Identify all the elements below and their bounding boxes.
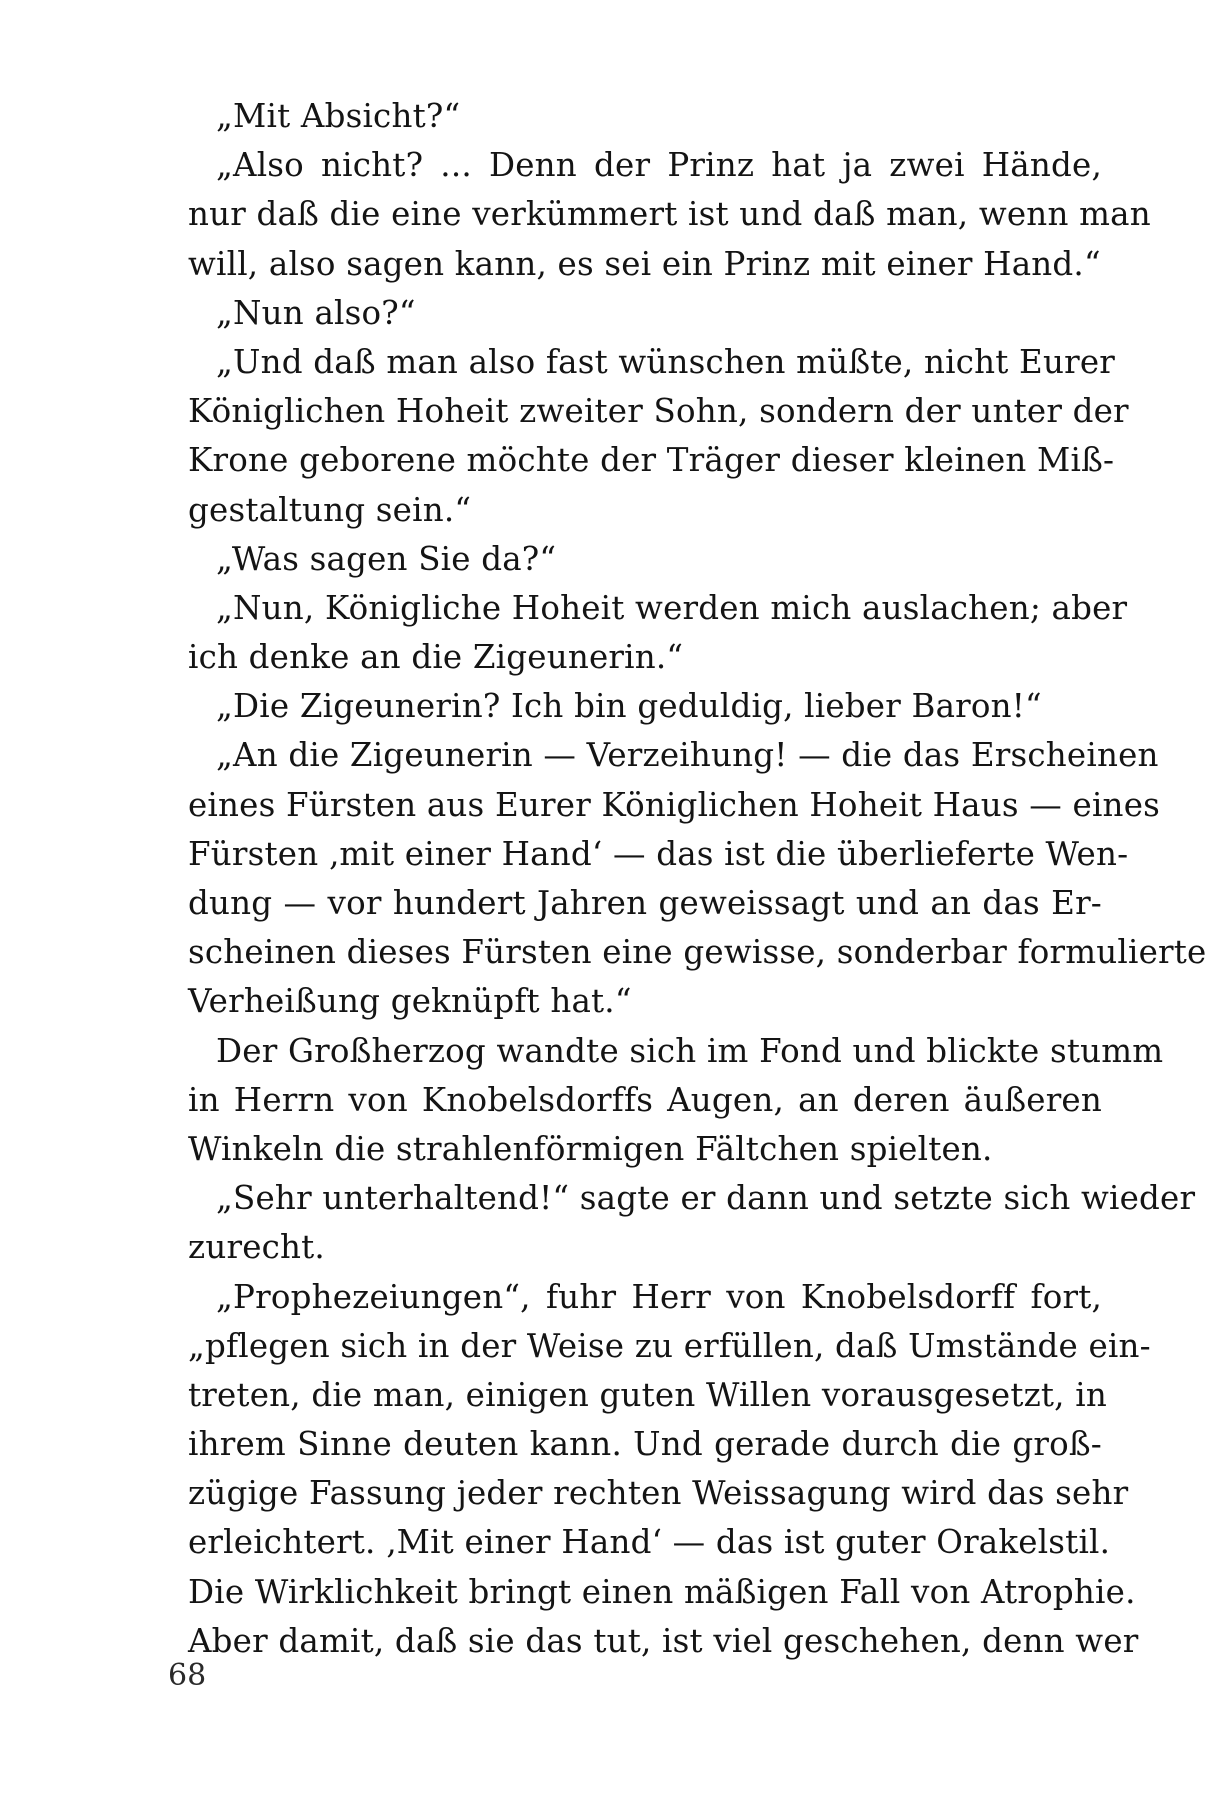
text-line: „Sehr unterhaltend!“ sagte er dann und setzte sich wieder [216,1179,1196,1218]
text-line: Die Wirklichkeit bringt einen mäßigen Fall von Atrophie. [188,1572,1136,1611]
text-line: „Nun also?“ [216,293,416,332]
text-line: „Und daß man also fast wünschen müßte, nicht Eurer [216,342,1116,381]
text-line: ihrem Sinne deuten kann. Und gerade durch die groß- [188,1425,1102,1464]
text-line: Verheißung geknüpft hat.“ [188,982,632,1021]
text-line: scheinen dieses Fürsten eine gewisse, sonderbar formulierte [188,933,1206,972]
text-line: in Herrn von Knobelsdorffs Augen, an deren äußeren [188,1080,1102,1119]
text-line: erleichtert. ‚Mit einer Hand‘ — das ist guter Orakelstil. [188,1523,1111,1562]
text-line: zurecht. [188,1228,325,1267]
text-line: Der Großherzog wandte sich im Fond und blickte stumm [216,1031,1164,1070]
text-line: „An die Zigeunerin — Verzeihung! — die das Erscheinen [216,736,1159,775]
page-number: 68 [168,1658,207,1693]
text-line: „Was sagen Sie da?“ [216,539,557,578]
text-line: gestaltung sein.“ [188,490,472,529]
text-line: „Prophezeiungen“, fuhr Herr von Knobelsdorff fort, [216,1277,1102,1316]
text-line: Königlichen Hoheit zweiter Sohn, sondern der unter der [188,392,1129,431]
text-line: Winkeln die strahlenförmigen Fältchen spielten. [188,1129,993,1168]
text-line: „Mit Absicht?“ [216,97,461,135]
text-line: Krone geborene möchte der Träger dieser kleinen Miß- [188,441,1115,480]
text-line: zügige Fassung jeder rechten Weissagung wird das sehr [188,1474,1129,1513]
text-line: dung — vor hundert Jahren geweissagt und an das Er- [188,884,1102,922]
text-line: will, also sagen kann, es sei ein Prinz mit einer Hand.“ [188,244,1101,283]
text-line: eines Fürsten aus Eurer Königlichen Hoheit Haus — eines [188,785,1161,824]
text-line: treten, die man, einigen guten Willen vorausgesetzt, in [188,1375,1107,1414]
text-line: „Die Zigeunerin? Ich bin geduldig, lieber Baron!“ [216,687,1042,726]
text-line: „pflegen sich in der Weise zu erfüllen, daß Umstände ein- [188,1326,1151,1365]
text-line: nur daß die eine verkümmert ist und daß man, wenn man [188,195,1151,234]
text-line: „Also nicht? ... Denn der Prinz hat ja zwei Hände, [216,146,1102,185]
text-line: „Nun, Königliche Hoheit werden mich auslachen; aber [216,588,1128,627]
body-text [188,92,1206,1666]
text-line: ich denke an die Zigeunerin.“ [188,638,684,677]
text-line: Fürsten ‚mit einer Hand‘ — das ist die überlieferte Wen- [188,834,1129,873]
text-line: Aber damit, daß sie das tut, ist viel geschehen, denn wer [188,1621,1139,1660]
